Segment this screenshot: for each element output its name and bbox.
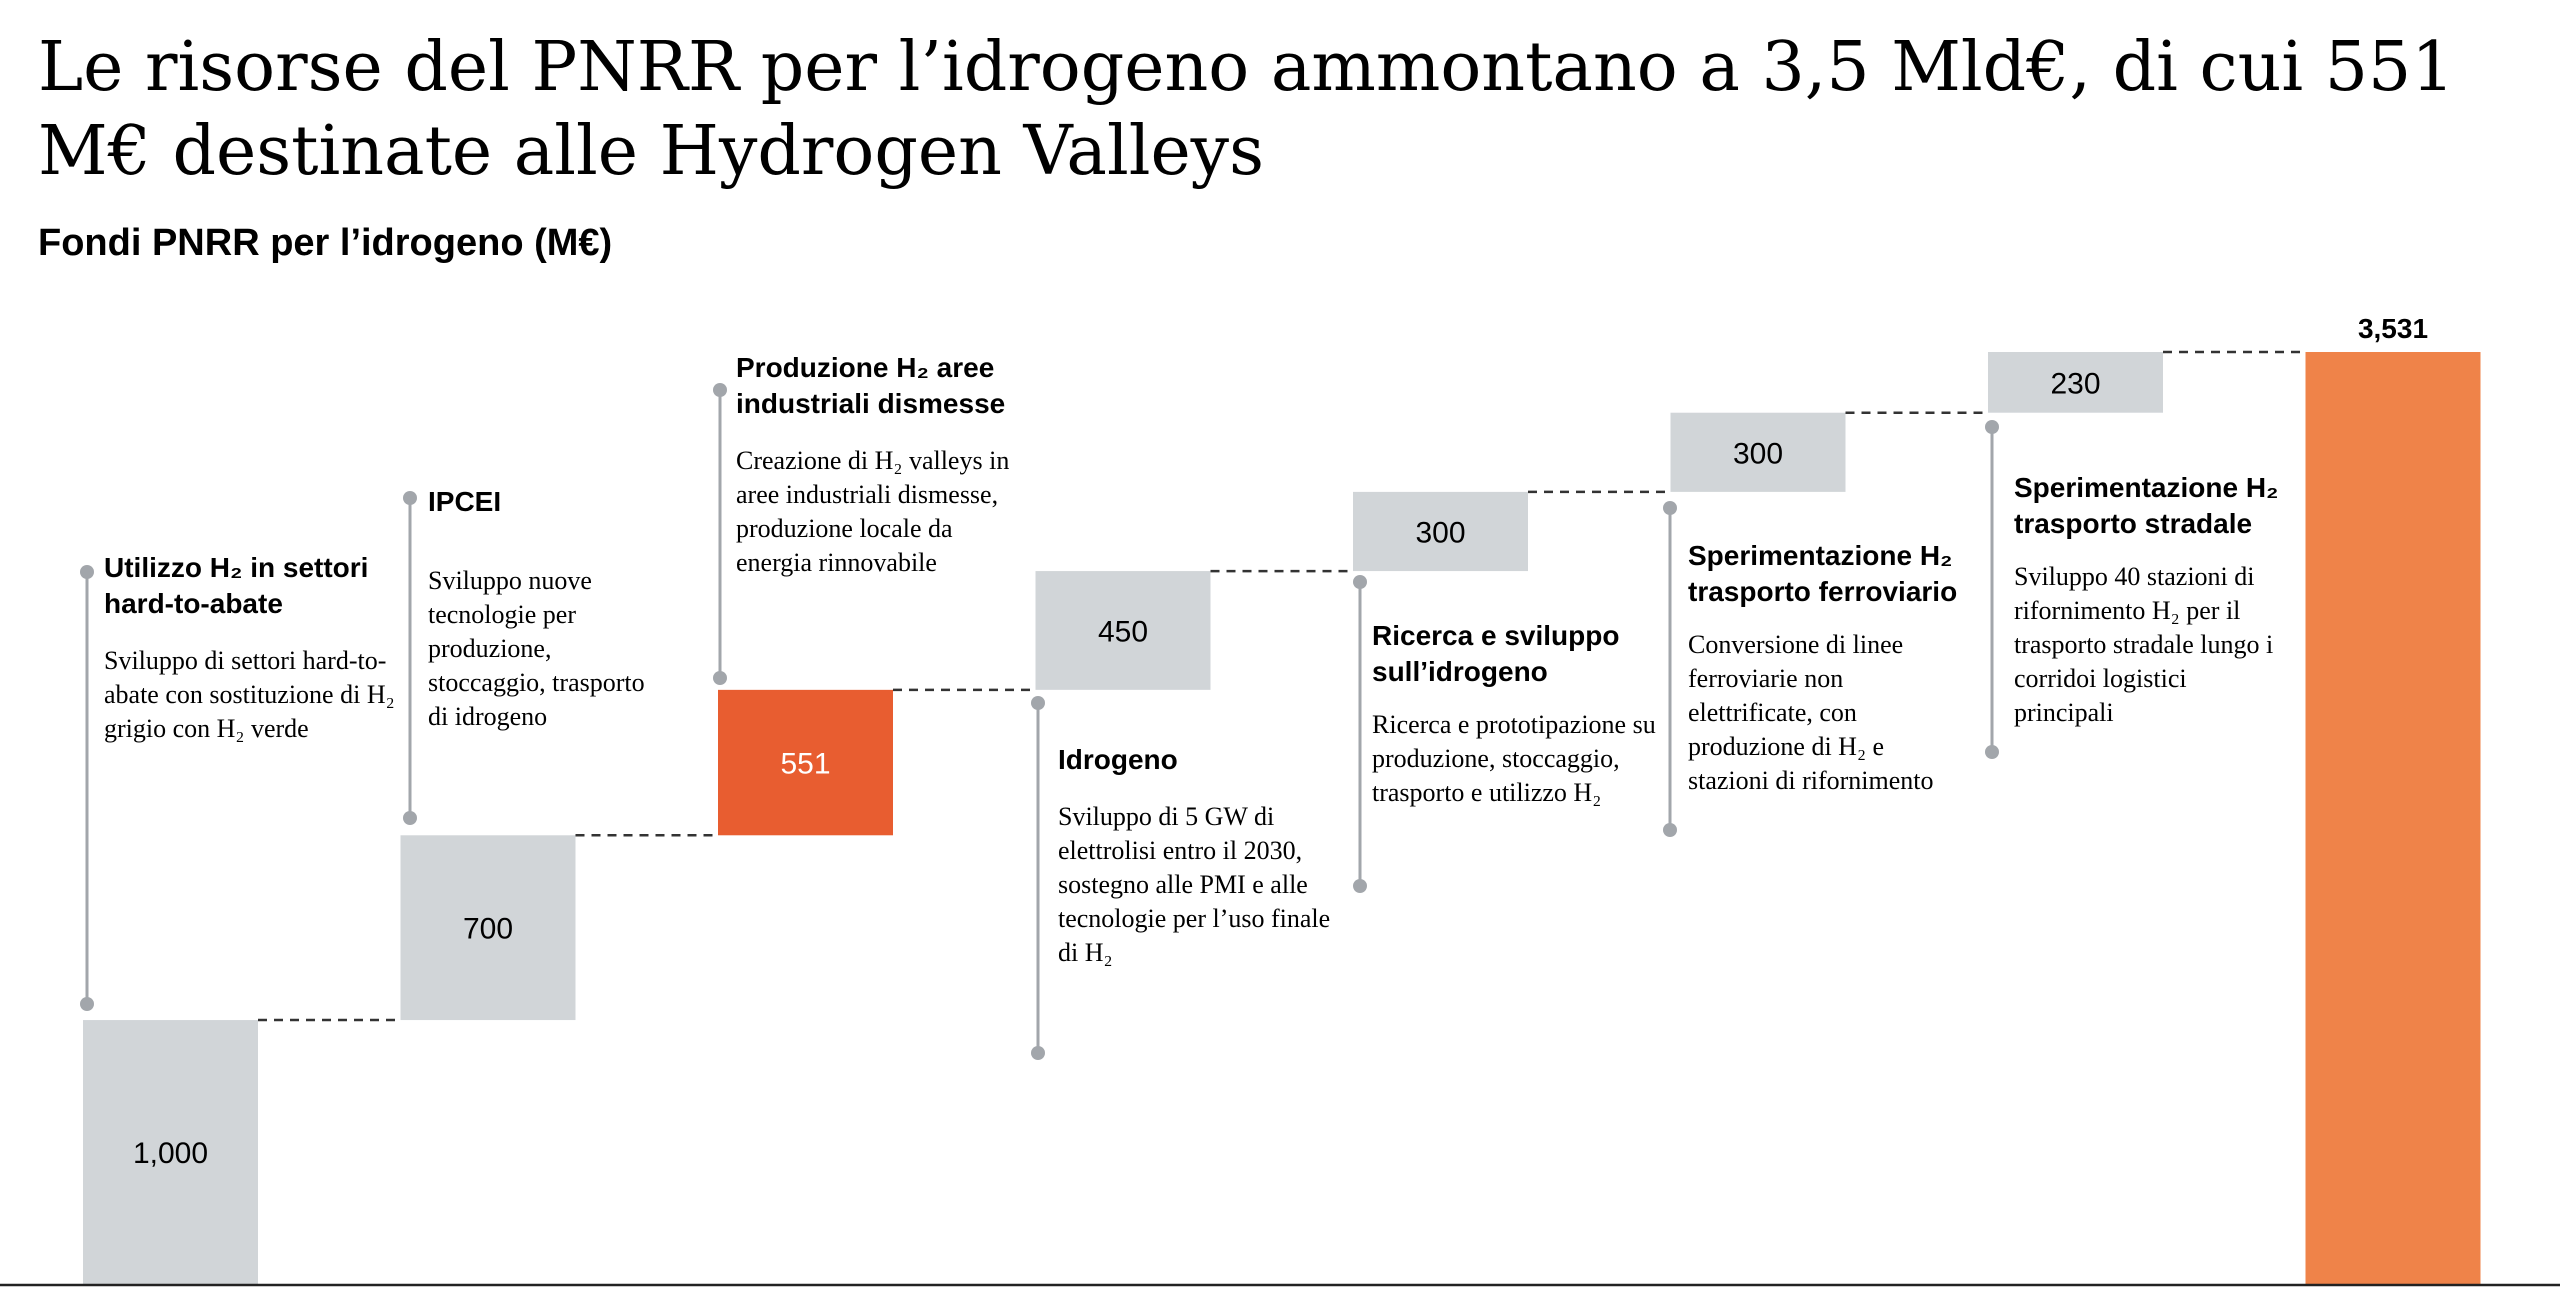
value-label: 300	[1415, 516, 1466, 550]
value-label: 230	[2050, 367, 2101, 401]
chart-title: Le risorse del PNRR per l’idrogeno ammontano a 3,5 Mld€, di cui 551 M€ destinate alle Hydrogen Valleys	[38, 28, 2455, 191]
annotation-hard-to-abate	[104, 550, 404, 746]
annotation-ferroviario	[1688, 538, 1988, 798]
annotation-title: Idrogeno	[1058, 744, 1178, 775]
annotation-stradale	[2014, 470, 2314, 730]
annotation-title: Produzione H₂ aree industriali dismesse	[736, 352, 1006, 419]
annotation-marker-dot	[713, 383, 727, 397]
annotation-idrogeno	[1058, 742, 1348, 970]
annotation-title: IPCEI	[428, 486, 502, 517]
annotation-marker-dot	[1031, 696, 1045, 710]
annotation-marker-dot	[1663, 501, 1677, 515]
annotation-marker-dot	[1663, 823, 1677, 837]
bar	[2306, 352, 2481, 1284]
chart-subtitle: Fondi PNRR per l’idrogeno (M€)	[38, 222, 613, 264]
annotation-marker-dot	[403, 491, 417, 505]
annotation-marker-dot	[713, 671, 727, 685]
total-label: 3,531	[2357, 313, 2429, 344]
annotation-title: Sperimentazione H₂ trasporto ferroviario	[1688, 540, 1958, 607]
value-label: 1,000	[132, 1137, 209, 1171]
annotation-marker-dot	[80, 997, 94, 1011]
annotation-text: Creazione di H₂ valleys in aree industriali dismesse, produzione locale da energia rinnovabile	[736, 446, 1010, 577]
value-label: 450	[1097, 615, 1149, 649]
annotation-marker-dot	[403, 811, 417, 825]
annotation-text: Conversione di linee ferroviarie non elettrificate, con produzione di H₂ e stazioni di rifornimento	[1688, 630, 1934, 795]
value-label: 700	[462, 912, 514, 946]
annotation-ipcei	[428, 484, 658, 734]
annotation-marker-dot	[1031, 1046, 1045, 1060]
annotation-title: Utilizzo H₂ in settori hard-to-abate	[104, 552, 369, 619]
annotation-marker-dot	[1353, 575, 1367, 589]
annotation-title: Sperimentazione H₂ trasporto stradale	[2014, 472, 2279, 539]
annotation-marker-dot	[1985, 420, 1999, 434]
annotation-marker-dot	[1353, 879, 1367, 893]
annotation-text: Ricerca e prototipazione su produzione, stoccaggio, trasporto e utilizzo H₂	[1372, 710, 1656, 807]
annotation-aree-dismesse	[736, 350, 1036, 580]
value-label: 551	[780, 747, 831, 781]
annotation-title: Ricerca e sviluppo sull’idrogeno	[1372, 620, 1620, 687]
annotation-text: Sviluppo nuove tecnologie per produzione, stoccaggio, trasporto di idrogeno	[428, 566, 645, 731]
value-label: 300	[1732, 437, 1784, 471]
annotation-text: Sviluppo di 5 GW di elettrolisi entro il 2030, sostegno alle PMI e alle tecnologie per l’uso finale di H₂	[1058, 802, 1331, 967]
annotation-text: Sviluppo 40 stazioni di rifornimento H₂ per il trasporto stradale lungo i corridoi logistici principali	[2014, 562, 2274, 727]
annotation-marker-dot	[80, 565, 94, 579]
annotation-ricerca	[1372, 618, 1662, 810]
annotation-text: Sviluppo di settori hard-to-abate con sostituzione di H₂ grigio con H₂ verde	[104, 646, 395, 743]
